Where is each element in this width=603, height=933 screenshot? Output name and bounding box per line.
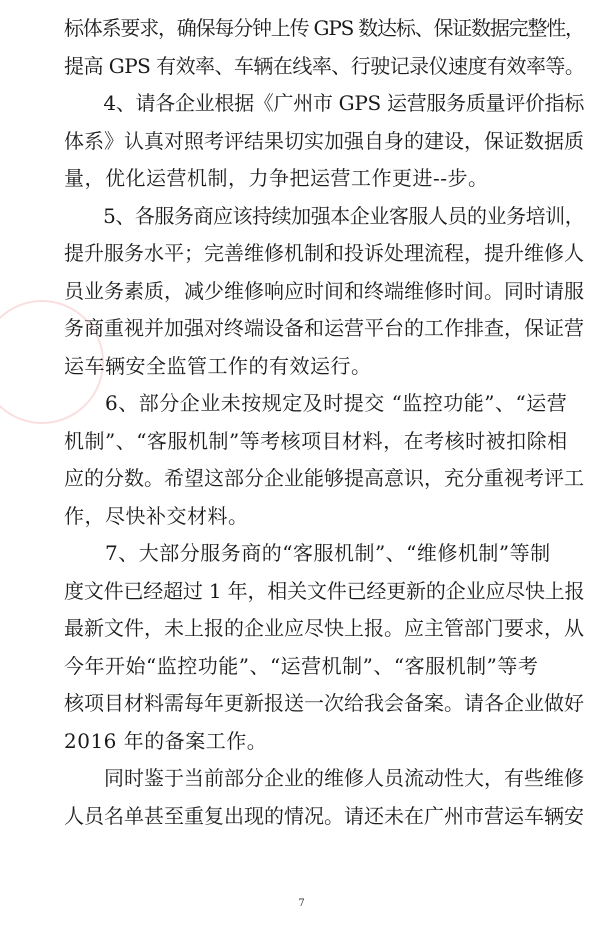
text-line: 同时鉴于当前部分企业的维修人员流动性大，有些维修 [64,766,584,790]
text-line: 体系》认真对照考评结果切实加强自身的建设，保证数据质 [64,128,584,153]
text-line: 机制”、“客服机制”等考核项目材料，在考核时被扣除相 [64,428,568,453]
text-line: 提高 GPS 有效率、车辆在线率、行驶记录仪速度有效率等。 [64,53,585,78]
text-line: 应的分数。希望这部分企业能够提高意识，充分重视考评工 [64,466,584,490]
text-line: 作，尽快补交材料。 [64,503,249,528]
text-line: 标体系要求，确保每分钟上传 GPS 数达标、保证数据完整性， [64,16,584,40]
body-text [64,10,584,835]
text-line: 5、各服务商应该持续加强本企业客服人员的业务培训， [64,203,585,228]
text-line: 今年开始“监控功能”、“运营机制”、“客服机制”等考 [64,653,539,678]
page-number: 7 [298,898,305,909]
text-line: 核项目材料需每年更新报送一次给我会备案。请各企业做好 [64,691,584,715]
text-line: 务商重视并加强对终端设备和运营平台的工作排查，保证营 [64,316,584,340]
text-line: 最新文件，未上报的企业应尽快上报。应主管部门要求，从 [64,616,584,640]
text-line: 6、部分企业未按规定及时提交 “监控功能”、“运营 [64,391,568,415]
text-line: 4、请各企业根据《广州市 GPS 运营服务质量评价指标 [64,91,585,115]
text-line: 7、大部分服务商的“客服机制”、“维修机制”等制 [64,541,551,565]
text-line: 人员名单甚至重复出现的情况。请还未在广州市营运车辆安 [64,803,584,828]
text-line: 量，优化运营机制，力争把运营工作更进--步。 [64,166,489,190]
text-line: 员业务素质，减少维修响应时间和终端维修时间。同时请服 [64,278,584,303]
text-line: 2016 年的备案工作。 [64,728,268,753]
text-line: 度文件已经超过 1 年，相关文件已经更新的企业应尽快上报 [64,578,585,603]
text-line: 提升服务水平；完善维修机制和投诉处理流程，提升维修人 [64,241,584,265]
text-line: 运车辆安全监管工作的有效运行。 [64,353,372,378]
